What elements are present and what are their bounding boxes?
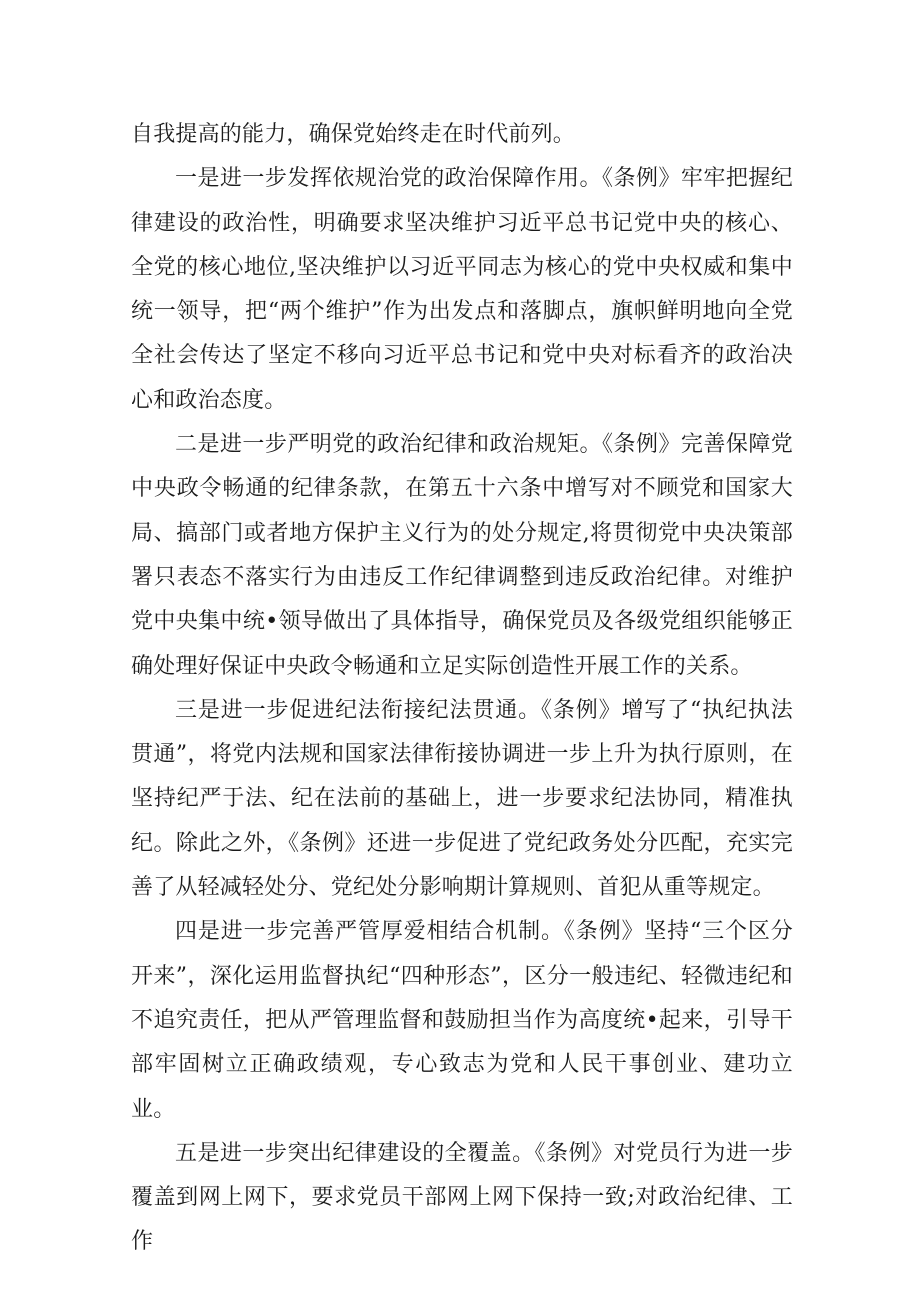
paragraph-point-three: 三是进一步促进纪法衔接纪法贯通。《条例》增写了“执纪执法贯通”，将党内法规和国家法律衔接协调进一步上升为执行原则，在坚持纪严于法、纪在法前的基础上，进一步要求纪法协同，精准执纪。除此之外，《条例》还进一步促进了党纪政务处分匹配，充实完善了从轻减轻处分、党纪处分影响期计算规则、首犯从重等规定。	[131, 697, 793, 901]
paragraph-point-two: 二是进一步严明党的政治纪律和政治规矩。《条例》完善保障党中央政令畅通的纪律条款，在第五十六条中增写对不顾党和国家大局、搞部门或者地方保护主义行为的处分规定,将贯彻党中央决策部署只表态不落实行为由违反工作纪律调整到违反政治纪律。对维护党中央集中统•领导做出了具体指导，确保党员及各级党组织能够正确处理好保证中央政令畅通和立足实际创造性开展工作的关系。	[131, 432, 793, 679]
paragraph-point-one: 一是进一步发挥依规治党的政治保障作用。《条例》牢牢把握纪律建设的政治性，明确要求坚决维护习近平总书记党中央的核心、全党的核心地位,坚决维护以习近平同志为核心的党中央权威和集中统一领导，把“两个维护”作为出发点和落脚点，旗帜鲜明地向全党全社会传达了坚定不移向习近平总书记和党中央对标看齐的政治决心和政治态度。	[131, 166, 793, 413]
paragraph-continuation: 自我提高的能力，确保党始终走在时代前列。	[131, 122, 576, 147]
document-body	[131, 113, 793, 1265]
paragraph-point-four: 四是进一步完善严管厚爱相结合机制。《条例》坚持“三个区分开来”，深化运用监督执纪“四种形态”，区分一般违纪、轻微违纪和不追究责任，把从严管理监督和鼓励担当作为高度统•起来，引导干部牢固树立正确政绩观，专心致志为党和人民干事创业、建功立业。	[131, 919, 793, 1122]
paragraph-point-five: 五是进一步突出纪律建设的全覆盖。《条例》对党员行为进一步覆盖到网上网下，要求党员干部网上网下保持一致;对政治纪律、工作	[131, 1140, 793, 1255]
